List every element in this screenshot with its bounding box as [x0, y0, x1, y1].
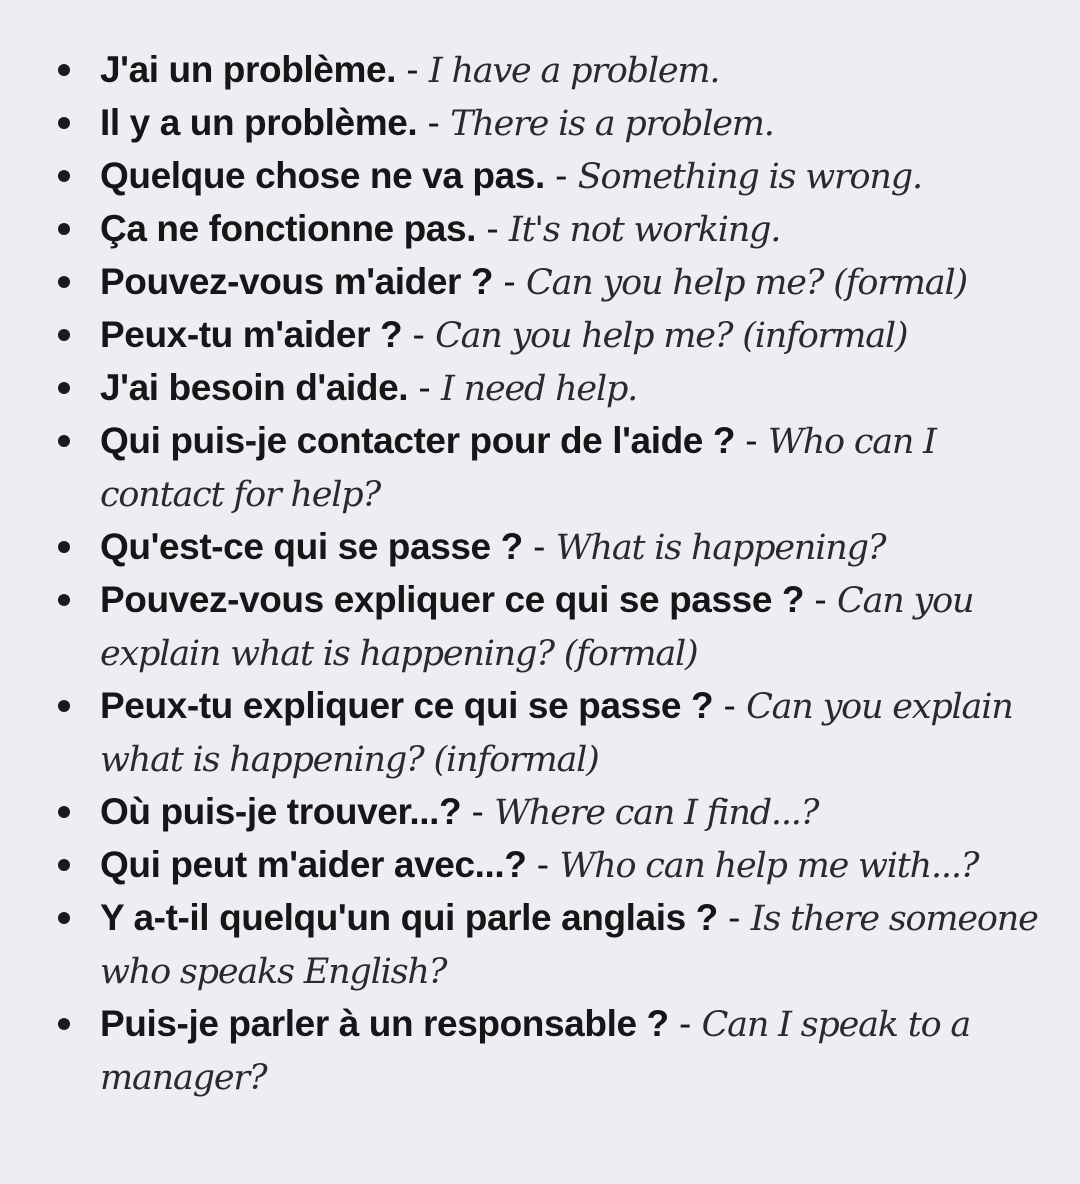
bullet-icon: [58, 435, 70, 447]
separator: -: [493, 261, 526, 302]
separator: -: [522, 526, 556, 567]
english-translation: I have a problem.: [428, 51, 720, 91]
list-item: [54, 998, 1050, 1104]
list-item: [54, 362, 1050, 415]
english-translation: Can I speak to a manager?: [100, 1005, 971, 1098]
french-phrase: Puis-je parler à un responsable ?: [100, 1003, 669, 1044]
list-item: [54, 150, 1050, 203]
french-phrase: Pouvez-vous m'aider ?: [100, 261, 494, 302]
list-item: [54, 97, 1050, 150]
separator: -: [408, 367, 442, 408]
separator: -: [804, 579, 837, 620]
french-phrase: Y a-t-il quelqu'un qui parle anglais ?: [100, 897, 718, 938]
english-translation: Can you help me? (informal): [435, 316, 908, 356]
english-translation: Who can I contact for help?: [100, 422, 936, 515]
separator: -: [402, 314, 436, 355]
bullet-icon: [58, 859, 70, 871]
separator: -: [735, 420, 768, 461]
list-item: [54, 44, 1050, 97]
list-item: [54, 786, 1050, 839]
english-translation: Is there someone who speaks English?: [100, 899, 1038, 992]
list-item: [54, 415, 1050, 521]
french-phrase: J'ai besoin d'aide.: [100, 367, 409, 408]
english-translation: There is a problem.: [450, 104, 774, 144]
english-translation: It's not working.: [508, 210, 781, 250]
bullet-icon: [58, 594, 70, 606]
english-translation: Can you help me? (formal): [526, 263, 967, 303]
english-translation: Where can I find...?: [494, 793, 819, 833]
bullet-icon: [58, 382, 70, 394]
list-item: [54, 521, 1050, 574]
bullet-icon: [58, 700, 70, 712]
bullet-icon: [58, 1018, 70, 1030]
french-phrase: Où puis-je trouver...?: [100, 791, 462, 832]
french-phrase: Ça ne fonctionne pas.: [100, 208, 477, 249]
bullet-icon: [58, 806, 70, 818]
french-phrase: Quelque chose ne va pas.: [100, 155, 545, 196]
list-item: [54, 256, 1050, 309]
separator: -: [461, 791, 495, 832]
french-phrase: Qui puis-je contacter pour de l'aide ?: [100, 420, 736, 461]
list-item: [54, 203, 1050, 256]
separator: -: [668, 1003, 702, 1044]
list-item: [54, 892, 1050, 998]
separator: -: [526, 844, 560, 885]
bullet-icon: [58, 541, 70, 553]
english-translation: Something is wrong.: [577, 157, 922, 197]
phrase-list: [54, 44, 1050, 1104]
english-translation: Can you explain what is happening? (informal): [100, 687, 1013, 780]
list-item: [54, 839, 1050, 892]
bullet-icon: [58, 117, 70, 129]
french-phrase: Pouvez-vous expliquer ce qui se passe ?: [100, 579, 805, 620]
bullet-icon: [58, 170, 70, 182]
french-phrase: Qu'est-ce qui se passe ?: [100, 526, 523, 567]
list-item: [54, 309, 1050, 362]
french-phrase: Peux-tu m'aider ?: [100, 314, 403, 355]
english-translation: I need help.: [441, 369, 638, 409]
list-item: [54, 574, 1050, 680]
separator: -: [417, 102, 451, 143]
bullet-icon: [58, 329, 70, 341]
french-phrase: Il y a un problème.: [100, 102, 418, 143]
separator: -: [544, 155, 578, 196]
english-translation: What is happening?: [555, 528, 886, 568]
english-translation: Can you explain what is happening? (formal): [100, 581, 974, 674]
bullet-icon: [58, 912, 70, 924]
french-phrase: Peux-tu expliquer ce qui se passe ?: [100, 685, 714, 726]
bullet-icon: [58, 223, 70, 235]
separator: -: [717, 897, 751, 938]
separator: -: [713, 685, 747, 726]
bullet-icon: [58, 64, 70, 76]
french-phrase: J'ai un problème.: [100, 49, 397, 90]
separator: -: [396, 49, 429, 90]
french-phrase: Qui peut m'aider avec...?: [100, 844, 527, 885]
separator: -: [476, 208, 509, 249]
list-item: [54, 680, 1050, 786]
english-translation: Who can help me with...?: [559, 846, 979, 886]
bullet-icon: [58, 276, 70, 288]
